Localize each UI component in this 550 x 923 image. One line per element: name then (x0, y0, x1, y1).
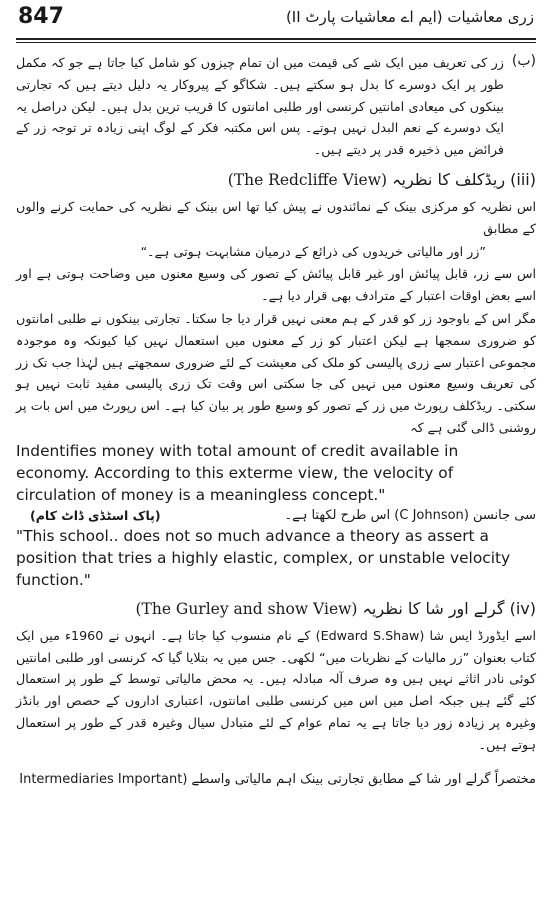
section-iv-heading (16, 595, 536, 623)
section-marker: (ب) (511, 53, 536, 69)
section-iv-last-line: مختصراً گرلے اور شا کے مطابق تجارتی بینک اہم مالیاتی واسطے (Intermediaries Important (19, 771, 536, 787)
section-iii-heading (16, 166, 536, 194)
attribution-row (16, 508, 536, 523)
page-header (16, 0, 536, 40)
heading-english: (The Redcliffe View) (227, 170, 388, 189)
page-body (16, 40, 536, 791)
section-b (16, 52, 536, 162)
page-number: 847 (18, 4, 64, 29)
english-quote-credit: Indentifies money with total amount of credit available in economy. According to this exterme view, the velocity of circulation of money is a meaningless concept." (16, 441, 459, 504)
heading-urdu: (iii) ریڈکلف کا نظریہ (392, 169, 536, 189)
heading-english: (The Gurley and show View) (135, 599, 358, 618)
running-title: زری معاشیات (ایم اے معاشیات پارٹ II) (285, 8, 534, 26)
watermark-stamp: (پاک اسٹڈی ڈاٹ کام) (30, 507, 161, 523)
section-iii-intro: اس نظریہ کو مرکزی بینک کے نمائندوں نے پیش کیا تھا اس بینک کے نظریہ کی حمایت کرنے والوں کے مطابق (16, 198, 536, 236)
section-iii-quote: ”زر اور مالیاتی خریدوں کی ذرائع کے درمیان مشابہت ہوتی ہے۔“ (140, 243, 486, 259)
section-iv-para1: اسے ایڈورڈ ایس شا (Edward S.Shaw) کے نام منسوب کیا جاتا ہے۔ انہوں نے 1960ء میں ایک کتاب بعنوان ”زر مالیات کے نظریات میں“ لکھی۔ جس میں یہ بتلایا گیا کہ کرنسی اور طلبی امانتیں کوئی نادر اثاثے نہیں ہیں وہ صرف آلہ مبادلہ ہیں۔ یہ محض مالیاتی توسط کے طور پر استعمال کئے گئے ہیں جبکہ اصل میں اس میں کرنسی طلبی امانتوں، اعتباری اداروں کے حصص اور بانڈز وغیرہ پر زیادہ زور دیا جاتا ہے یہ تمام عوام کے لئے متبادل سیال وغیرہ قدر کے طور پر استعمال ہوتے ہیں۔ (16, 627, 536, 752)
section-iii-para2: اس سے زر، قابل پیائش اور غیر قابل پیائش کے تصور کی وسیع معنوں میں وضاحت ہوتی ہے اور اسے بعض اوقات اعتبار کے مترادف بھی قرار دیا ہے۔ (16, 266, 536, 304)
heading-urdu: (iv) گرلے اور شا کا نظریہ (362, 598, 536, 618)
section-iii-para3: مگر اس کے باوجود زر کو قدر کے ہم معنی نہیں قرار دیا جا سکتا۔ تجارتی بینکوں نے طلبی امانتوں کو ضروری سمجھا ہے لیکن اعتبار کو زر کے معنوں میں استعمال نہیں کیا کیونکہ وہ موجودہ مجموعی اعتبار سے زری پالیسی کو ملک کی معیشت کے لئے ضروری سمجھتے ہیں لہٰذا جب تک زر کی تعریف وسیع معنوں میں نہیں کی جا سکتی اس وقت تک زری پالیسی مفید ثابت نہیں ہو سکتی۔ ریڈکلف رپورٹ میں زر کے تصور کو وسیع طور پر بیان کیا ہے۔ اس رپورٹ میں اس بات پر روشنی ڈالی گئی ہے کہ (16, 310, 536, 435)
english-quote-johnson: "This school.. does not so much advance a theory as assert a position that tries a highly elastic, complex, or unstable velocity function." (16, 526, 511, 589)
section-b-text: زر کی تعریف میں ایک شے کی قیمت میں ان تمام چیزوں کو شامل کیا جاتا ہے جو کہ مکمل طور پر ایک دوسرے کا بدل ہو سکتے ہیں۔ شکاگو کے پیروکار یہ دلیل دیتے ہیں کہ تجارتی بینکوں کی میعادی امانتیں کرنسی اور طلبی امانتوں کا قریب ترین بدل ہیں۔ لیکن دراصل یہ ایک دوسرے کے نعم البدل نہیں ہوتے۔ پس اس مکتبہ فکر کے لوگ اپنی زیادہ تر توجہ زر کے فرائض میں ذخیرہ قدر پر دیتے ہیں۔ (16, 55, 504, 158)
johnson-attribution: سی جانسن (C Johnson) اس طرح لکھتا ہے۔ (284, 507, 536, 523)
